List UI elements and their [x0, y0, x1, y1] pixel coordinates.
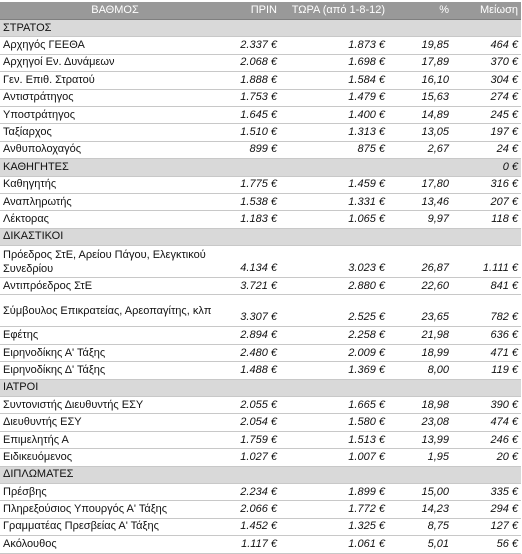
table-row: [0, 518, 521, 535]
now-cell: 1.899 €: [280, 483, 388, 500]
before-cell: 4.134 €: [230, 246, 280, 278]
pct-cell: 16,10: [388, 72, 452, 89]
section-title: ΙΑΤΡΟΙ: [0, 379, 452, 396]
table-row: [0, 414, 521, 431]
section-header-row: [0, 159, 521, 176]
rank-cell: Επιμελητής Α: [0, 431, 230, 448]
pct-cell: 26,87: [388, 246, 452, 278]
pct-cell: 8,75: [388, 518, 452, 535]
rank-cell: Λέκτορας: [0, 211, 230, 228]
before-cell: 899 €: [230, 141, 280, 158]
now-cell: 1.061 €: [280, 536, 388, 553]
before-cell: 2.066 €: [230, 501, 280, 518]
now-cell: 1.065 €: [280, 211, 388, 228]
section-header-row: [0, 466, 521, 483]
reduction-cell: 841 €: [452, 278, 521, 295]
before-cell: 2.055 €: [230, 397, 280, 414]
before-cell: 3.307 €: [230, 295, 280, 327]
before-cell: 2.054 €: [230, 414, 280, 431]
before-cell: 2.894 €: [230, 327, 280, 344]
header-row: [0, 2, 521, 20]
table-row: [0, 295, 521, 327]
pct-cell: 9,97: [388, 211, 452, 228]
reduction-cell: 207 €: [452, 193, 521, 210]
before-cell: 1.888 €: [230, 72, 280, 89]
pct-cell: 15,63: [388, 89, 452, 106]
rank-cell: Διευθυντής ΕΣΥ: [0, 414, 230, 431]
before-cell: 1.775 €: [230, 176, 280, 193]
reduction-cell: 370 €: [452, 54, 521, 71]
now-cell: 1.459 €: [280, 176, 388, 193]
table-row: [0, 211, 521, 228]
now-cell: 1.479 €: [280, 89, 388, 106]
reduction-cell: 56 €: [452, 536, 521, 553]
pct-cell: 18,98: [388, 397, 452, 414]
salary-table: [0, 2, 521, 554]
table-row: [0, 536, 521, 553]
before-cell: 3.721 €: [230, 278, 280, 295]
rank-cell: Σύμβουλος Επικρατείας, Αρεοπαγίτης, κλπ: [0, 295, 230, 327]
rank-cell: Καθηγητής: [0, 176, 230, 193]
pct-cell: 21,98: [388, 327, 452, 344]
reduction-cell: 246 €: [452, 431, 521, 448]
table-row: [0, 89, 521, 106]
now-cell: 1.007 €: [280, 449, 388, 466]
table-row: [0, 501, 521, 518]
now-cell: 2.525 €: [280, 295, 388, 327]
before-cell: 2.337 €: [230, 37, 280, 54]
section-title: ΔΙΠΛΩΜΑΤΕΣ: [0, 466, 452, 483]
table-row: [0, 362, 521, 379]
reduction-cell: 782 €: [452, 295, 521, 327]
before-cell: 1.510 €: [230, 124, 280, 141]
rank-cell: Συντονιστής Διευθυντής ΕΣΥ: [0, 397, 230, 414]
table-row: [0, 72, 521, 89]
rank-cell: Γραμματέας Πρεσβείας Α' Τάξης: [0, 518, 230, 535]
table-row: [0, 176, 521, 193]
header-reduction: Μείωση: [452, 2, 521, 20]
now-cell: 3.023 €: [280, 246, 388, 278]
now-cell: 1.325 €: [280, 518, 388, 535]
rank-cell: Πρέσβης: [0, 483, 230, 500]
section-reduction: 0 €: [452, 159, 521, 176]
table-row: [0, 483, 521, 500]
rank-cell: Πληρεξούσιος Υπουργός Α' Τάξης: [0, 501, 230, 518]
pct-cell: 14,23: [388, 501, 452, 518]
pct-cell: 8,00: [388, 362, 452, 379]
before-cell: 1.538 €: [230, 193, 280, 210]
now-cell: 875 €: [280, 141, 388, 158]
rank-cell: Ειρηνοδίκης Δ' Τάξης: [0, 362, 230, 379]
reduction-cell: 471 €: [452, 344, 521, 361]
table-row: [0, 54, 521, 71]
table-row: [0, 106, 521, 123]
now-cell: 1.698 €: [280, 54, 388, 71]
pct-cell: 18,99: [388, 344, 452, 361]
table-row: [0, 344, 521, 361]
reduction-cell: 335 €: [452, 483, 521, 500]
section-reduction: [452, 466, 521, 483]
section-title: ΚΑΘΗΓΗΤΕΣ: [0, 159, 452, 176]
rank-cell: Γεν. Επιθ. Στρατού: [0, 72, 230, 89]
table-row: [0, 327, 521, 344]
table-row: [0, 141, 521, 158]
section-header-row: [0, 379, 521, 396]
reduction-cell: 24 €: [452, 141, 521, 158]
pct-cell: 15,00: [388, 483, 452, 500]
now-cell: 1.313 €: [280, 124, 388, 141]
rank-cell: Ειρηνοδίκης Α' Τάξης: [0, 344, 230, 361]
now-cell: 1.331 €: [280, 193, 388, 210]
pct-cell: 19,85: [388, 37, 452, 54]
before-cell: 1.759 €: [230, 431, 280, 448]
now-cell: 1.580 €: [280, 414, 388, 431]
rank-cell: Αναπληρωτής: [0, 193, 230, 210]
pct-cell: 13,99: [388, 431, 452, 448]
rank-cell: Αντιπρόεδρος ΣτΕ: [0, 278, 230, 295]
now-cell: 1.873 €: [280, 37, 388, 54]
now-cell: 1.369 €: [280, 362, 388, 379]
reduction-cell: 390 €: [452, 397, 521, 414]
rank-cell: Ταξίαρχος: [0, 124, 230, 141]
now-cell: 1.772 €: [280, 501, 388, 518]
table-row: [0, 37, 521, 54]
table-row: [0, 193, 521, 210]
header-pct: %: [388, 2, 452, 20]
section-reduction: [452, 228, 521, 245]
pct-cell: 22,60: [388, 278, 452, 295]
before-cell: 2.480 €: [230, 344, 280, 361]
reduction-cell: 464 €: [452, 37, 521, 54]
rank-cell: Αρχηγός ΓΕΕΘΑ: [0, 37, 230, 54]
rank-cell: Αρχηγοί Εν. Δυνάμεων: [0, 54, 230, 71]
pct-cell: 2,67: [388, 141, 452, 158]
header-rank: ΒΑΘΜΟΣ: [0, 2, 230, 20]
pct-cell: 17,80: [388, 176, 452, 193]
reduction-cell: 127 €: [452, 518, 521, 535]
pct-cell: 17,89: [388, 54, 452, 71]
before-cell: 1.753 €: [230, 89, 280, 106]
rank-cell: Ειδικευόμενος: [0, 449, 230, 466]
pct-cell: 1,95: [388, 449, 452, 466]
table-row: [0, 124, 521, 141]
header-now: ΤΩΡΑ (από 1-8-12): [280, 2, 388, 20]
pct-cell: 13,05: [388, 124, 452, 141]
reduction-cell: 197 €: [452, 124, 521, 141]
now-cell: 1.513 €: [280, 431, 388, 448]
section-header-row: [0, 20, 521, 37]
rank-cell: Υποστράτηγος: [0, 106, 230, 123]
pct-cell: 23,08: [388, 414, 452, 431]
section-reduction: [452, 379, 521, 396]
reduction-cell: 316 €: [452, 176, 521, 193]
header-before: ΠΡΙΝ: [230, 2, 280, 20]
section-title: ΔΙΚΑΣΤΙΚΟΙ: [0, 228, 452, 245]
before-cell: 2.234 €: [230, 483, 280, 500]
reduction-cell: 1.111 €: [452, 246, 521, 278]
rank-cell: Εφέτης: [0, 327, 230, 344]
now-cell: 2.009 €: [280, 344, 388, 361]
reduction-cell: 119 €: [452, 362, 521, 379]
reduction-cell: 636 €: [452, 327, 521, 344]
reduction-cell: 118 €: [452, 211, 521, 228]
table-row: [0, 246, 521, 278]
rank-cell: Αντιστράτηγος: [0, 89, 230, 106]
rank-cell: Ακόλουθος: [0, 536, 230, 553]
table-row: [0, 431, 521, 448]
reduction-cell: 474 €: [452, 414, 521, 431]
pct-cell: 14,89: [388, 106, 452, 123]
reduction-cell: 245 €: [452, 106, 521, 123]
rank-cell: Πρόεδρος ΣτΕ, Αρείου Πάγου, Ελεγκτικού Συνεδρίου: [0, 246, 230, 278]
before-cell: 1.488 €: [230, 362, 280, 379]
before-cell: 1.645 €: [230, 106, 280, 123]
section-header-row: [0, 228, 521, 245]
before-cell: 2.068 €: [230, 54, 280, 71]
pct-cell: 13,46: [388, 193, 452, 210]
section-title: ΣΤΡΑΤΟΣ: [0, 20, 452, 37]
rank-cell: Ανθυπολοχαγός: [0, 141, 230, 158]
now-cell: 2.880 €: [280, 278, 388, 295]
before-cell: 1.027 €: [230, 449, 280, 466]
now-cell: 2.258 €: [280, 327, 388, 344]
pct-cell: 5,01: [388, 536, 452, 553]
now-cell: 1.400 €: [280, 106, 388, 123]
before-cell: 1.452 €: [230, 518, 280, 535]
now-cell: 1.584 €: [280, 72, 388, 89]
before-cell: 1.117 €: [230, 536, 280, 553]
reduction-cell: 304 €: [452, 72, 521, 89]
reduction-cell: 20 €: [452, 449, 521, 466]
table-row: [0, 278, 521, 295]
table-row: [0, 397, 521, 414]
now-cell: 1.665 €: [280, 397, 388, 414]
table-row: [0, 449, 521, 466]
before-cell: 1.183 €: [230, 211, 280, 228]
section-reduction: [452, 20, 521, 37]
pct-cell: 23,65: [388, 295, 452, 327]
table-body: [0, 20, 521, 554]
reduction-cell: 294 €: [452, 501, 521, 518]
reduction-cell: 274 €: [452, 89, 521, 106]
